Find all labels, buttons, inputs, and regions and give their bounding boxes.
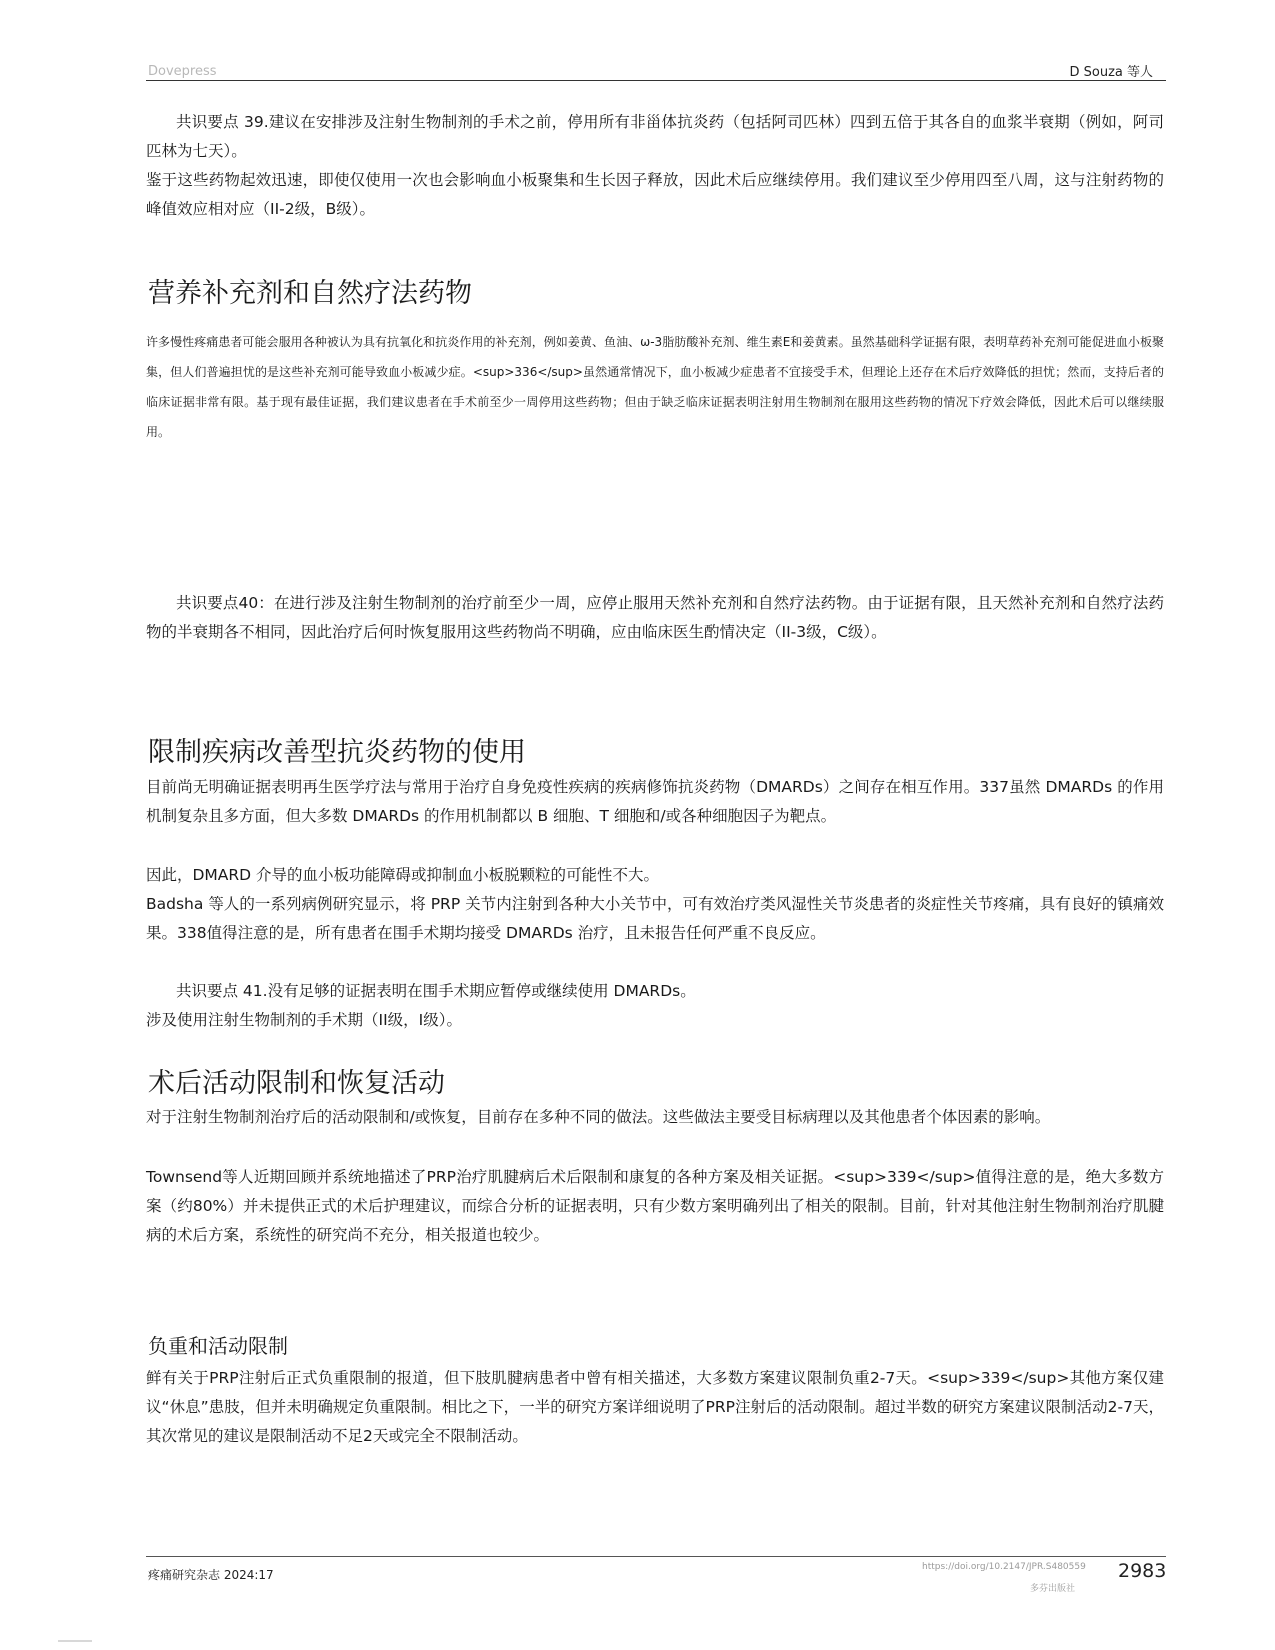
- consensus-point-41-grade: 涉及使用注射生物制剂的手术期（II级，I级）。: [146, 1011, 462, 1029]
- paragraph-dmards-platelet: 因此，DMARD 介导的血小板功能障碍或抑制血小板脱颗粒的可能性不大。: [146, 866, 660, 884]
- paragraph-supplements: 许多慢性疼痛患者可能会服用各种被认为具有抗氧化和抗炎作用的补充剂，例如姜黄、鱼油、ω-3脂肪酸补充剂、维生素E和姜黄素。虽然基础科学证据有限，表明草药补充剂可能促进血小板聚集，但人们普遍担忧的是这些补充剂可能导致血小板减少症。<sup>336</sup>虽然通常情况下，血小板减少症患者不宜接受手术，但理论上还存在术后疗效降低的担忧；然而，支持后者的临床证据非常有限。基于现有最佳证据，我们建议患者在手术前至少一周停用这些药物；但由于缺乏临床证据表明注射用生物制剂在服用这些药物的情况下疗效会降低，因此术后可以继续服用。: [146, 335, 1164, 439]
- footer-publisher: 多芬出版社: [1030, 1584, 1076, 1594]
- consensus-point-40: 共识要点40：在进行涉及注射生物制剂的治疗前至少一周，应停止服用天然补充剂和自然疗法药物。由于证据有限，且天然补充剂和自然疗法药物的半衰期各不相同，因此治疗后何时恢复服用这些药物尚不明确，应由临床医生酌情决定（II-3级，C级）。: [146, 594, 1164, 641]
- footer-doi-link[interactable]: https://doi.org/10.2147/JPR.S480559: [922, 1562, 1086, 1572]
- consensus-point-41: 共识要点 41.没有足够的证据表明在围手术期应暂停或继续使用 DMARDs。: [176, 982, 696, 1000]
- header-divider: [146, 80, 1166, 81]
- header-authors: D Souza 等人: [1069, 65, 1153, 80]
- paragraph-townsend-review: Townsend等人近期回顾并系统地描述了PRP治疗肌腱病后术后限制和康复的各种方案及相关证据。<sup>339</sup>值得注意的是，绝大多数方案（约80%）并未提供正式的术后护理建议，而综合分析的证据表明，只有少数方案明确列出了相关的限制。目前，针对其他注射生物制剂治疗肌腱病的术后方案，系统性的研究尚不充分，相关报道也较少。: [146, 1168, 1164, 1244]
- paragraph-nsaid-rationale: 鉴于这些药物起效迅速，即使仅使用一次也会影响血小板聚集和生长因子释放，因此术后应继续停用。我们建议至少停用四至八周，这与注射药物的峰值效应相对应（II-2级，B级）。: [146, 171, 1164, 218]
- paragraph-weight-bearing: 鲜有关于PRP注射后正式负重限制的报道，但下肢肌腱病患者中曾有相关描述，大多数方案建议限制负重2-7天。<sup>339</sup>其他方案仅建议“休息”患肢，但并未明确规定负重限制。相比之下，一半的研究方案详细说明了PRP注射后的活动限制。超过半数的研究方案建议限制活动2-7天，其次常见的建议是限制活动不足2天或完全不限制活动。: [146, 1369, 1164, 1445]
- section-heading-dmards: 限制疾病改善型抗炎药物的使用: [148, 737, 526, 768]
- subsection-heading-weight-bearing: 负重和活动限制: [148, 1334, 288, 1358]
- section-heading-activity: 术后活动限制和恢复活动: [148, 1068, 445, 1099]
- paragraph-badsha-study: Badsha 等人的一系列病例研究显示，将 PRP 关节内注射到各种大小关节中，可有效治疗类风湿性关节炎患者的炎症性关节疼痛，具有良好的镇痛效果。338值得注意的是，所有患者在围手术期均接受 DMARDs 治疗，且未报告任何严重不良反应。: [146, 895, 1164, 942]
- section-heading-supplements: 营养补充剂和自然疗法药物: [148, 278, 472, 309]
- consensus-point-39: 共识要点 39.建议在安排涉及注射生物制剂的手术之前，停用所有非甾体抗炎药（包括阿司匹林）四到五倍于其各自的血浆半衰期（例如，阿司匹林为七天）。: [146, 113, 1164, 160]
- paragraph-dmards-intro: 目前尚无明确证据表明再生医学疗法与常用于治疗自身免疫性疾病的疾病修饰抗炎药物（DMARDs）之间存在相互作用。337虽然 DMARDs 的作用机制复杂且多方面，但大多数 DMARDs 的作用机制都以 B 细胞、T 细胞和/或各种细胞因子为靶点。: [146, 778, 1164, 825]
- header-journal-brand: Dovepress: [148, 64, 217, 79]
- corner-mark: [58, 1640, 92, 1642]
- paragraph-activity-intro: 对于注射生物制剂治疗后的活动限制和/或恢复，目前存在多种不同的做法。这些做法主要受目标病理以及其他患者个体因素的影响。: [146, 1108, 1051, 1126]
- footer-divider: [146, 1556, 1166, 1557]
- footer-journal-citation: 疼痛研究杂志 2024:17: [148, 1568, 274, 1582]
- page-number: 2983: [1118, 1560, 1167, 1582]
